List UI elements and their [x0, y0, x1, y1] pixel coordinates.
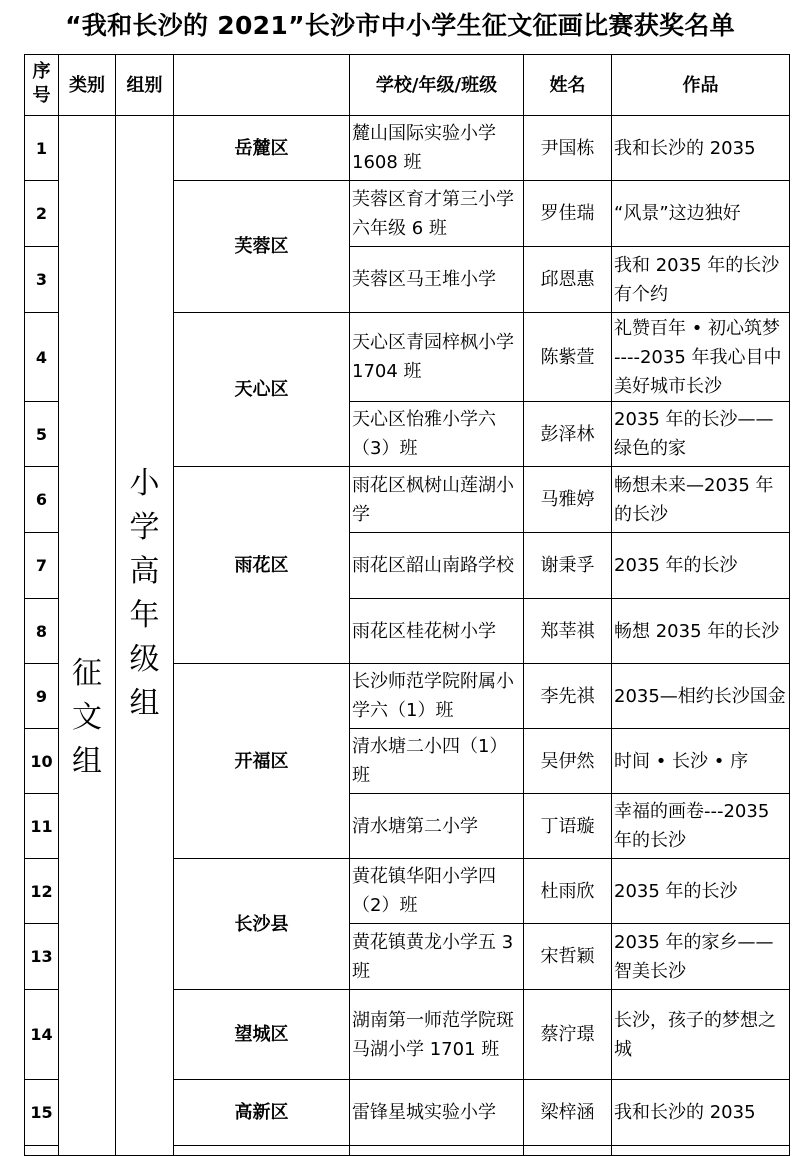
header-category: 类别: [59, 55, 116, 116]
row-number: 13: [25, 924, 59, 990]
student-name-cell: 杜雨欣: [524, 859, 612, 924]
student-name-cell: 陈紫萱: [524, 313, 612, 402]
header-row: [25, 55, 790, 116]
district-cell: 雨花区: [174, 467, 350, 664]
work-title-cell: 礼赞百年 • 初心筑梦 ----2035 年我心目中美好城市长沙: [612, 313, 790, 402]
row-number: 12: [25, 859, 59, 924]
school-cell: 雨花区枫树山莲湖小学: [350, 467, 524, 533]
school-cell: 黄花镇华阳小学四（2）班: [350, 859, 524, 924]
group-cell: [116, 116, 174, 1156]
school-cell: 天心区怡雅小学六（3）班: [350, 402, 524, 467]
row-number: 9: [25, 664, 59, 729]
student-name-cell: 邱恩惠: [524, 247, 612, 313]
work-title-cell: 长沙，孩子的梦想之城: [612, 990, 790, 1080]
work-title-cell: 我和长沙的 2035: [612, 1080, 790, 1146]
district-cell: 芙蓉区: [174, 181, 350, 313]
student-name-cell: 郑莘祺: [524, 599, 612, 664]
header-school: 学校/年级/班级: [350, 55, 524, 116]
header-name: 姓名: [524, 55, 612, 116]
row-number: 14: [25, 990, 59, 1080]
work-title-cell: 我和长沙的 2035: [612, 116, 790, 181]
school-cell: 湖南第一师范学院斑马湖小学 1701 班: [350, 990, 524, 1080]
work-title-cell: 畅想 2035 年的长沙: [612, 599, 790, 664]
row-number: 7: [25, 533, 59, 599]
student-name-cell: 尹国栋: [524, 116, 612, 181]
page-title: “我和长沙的 2021”长沙市中小学生征文征画比赛获奖名单: [65, 11, 735, 40]
school-cell: 黄花镇黄龙小学五 3 班: [350, 924, 524, 990]
student-name-cell: 彭泽林: [524, 402, 612, 467]
empty-cell: [174, 1146, 350, 1156]
school-cell: 芙蓉区马王堆小学: [350, 247, 524, 313]
district-cell: 望城区: [174, 990, 350, 1080]
group-label: 小学高年级组: [129, 465, 160, 721]
work-title-cell: “风景”这边独好: [612, 181, 790, 247]
work-title-cell: 2035—相约长沙国金: [612, 664, 790, 729]
header-district: [174, 55, 350, 116]
district-cell: 高新区: [174, 1080, 350, 1146]
district-cell: 长沙县: [174, 859, 350, 990]
row-number: 10: [25, 729, 59, 794]
student-name-cell: 丁语璇: [524, 794, 612, 859]
student-name-cell: 吴伊然: [524, 729, 612, 794]
school-cell: 雨花区桂花树小学: [350, 599, 524, 664]
school-cell: 清水塘第二小学: [350, 794, 524, 859]
student-name-cell: 梁梓涵: [524, 1080, 612, 1146]
empty-cell: [350, 1146, 524, 1156]
work-title-cell: 时间 • 长沙 • 序: [612, 729, 790, 794]
row-number: 2: [25, 181, 59, 247]
student-name-cell: 李先祺: [524, 664, 612, 729]
student-name-cell: 马雅婷: [524, 467, 612, 533]
award-table: [24, 54, 790, 1156]
row-number: 11: [25, 794, 59, 859]
district-cell: 岳麓区: [174, 116, 350, 181]
empty-cell: [612, 1146, 790, 1156]
student-name-cell: 谢秉孚: [524, 533, 612, 599]
empty-cell: [524, 1146, 612, 1156]
empty-cell: [25, 1146, 59, 1156]
school-cell: 长沙师范学院附属小学六（1）班: [350, 664, 524, 729]
work-title-cell: 2035 年的长沙——绿色的家: [612, 402, 790, 467]
work-title-cell: 2035 年的长沙: [612, 859, 790, 924]
work-title-cell: 2035 年的家乡——智美长沙: [612, 924, 790, 990]
school-cell: 雷锋星城实验小学: [350, 1080, 524, 1146]
header-seq: 序号: [25, 55, 59, 116]
school-cell: 芙蓉区育才第三小学六年级 6 班: [350, 181, 524, 247]
school-cell: 麓山国际实验小学 1608 班: [350, 116, 524, 181]
header-work: 作品: [612, 55, 790, 116]
student-name-cell: 罗佳瑞: [524, 181, 612, 247]
district-cell: 开福区: [174, 664, 350, 859]
student-name-cell: 蔡泞璟: [524, 990, 612, 1080]
row-number: 8: [25, 599, 59, 664]
work-title-cell: 我和 2035 年的长沙有个约: [612, 247, 790, 313]
school-cell: 清水塘二小四（1）班: [350, 729, 524, 794]
row-number: 15: [25, 1080, 59, 1146]
work-title-cell: 2035 年的长沙: [612, 533, 790, 599]
row-number: 4: [25, 313, 59, 402]
category-cell: [59, 116, 116, 1156]
school-cell: 天心区青园梓枫小学 1704 班: [350, 313, 524, 402]
district-cell: 天心区: [174, 313, 350, 467]
row-number: 3: [25, 247, 59, 313]
row-number: 5: [25, 402, 59, 467]
header-group: 组别: [116, 55, 174, 116]
row-number: 1: [25, 116, 59, 181]
table-row: [25, 116, 790, 181]
category-label: 征文组: [72, 655, 102, 779]
work-title-cell: 幸福的画卷---2035 年的长沙: [612, 794, 790, 859]
work-title-cell: 畅想未来—2035 年的长沙: [612, 467, 790, 533]
student-name-cell: 宋哲颖: [524, 924, 612, 990]
row-number: 6: [25, 467, 59, 533]
school-cell: 雨花区韶山南路学校: [350, 533, 524, 599]
